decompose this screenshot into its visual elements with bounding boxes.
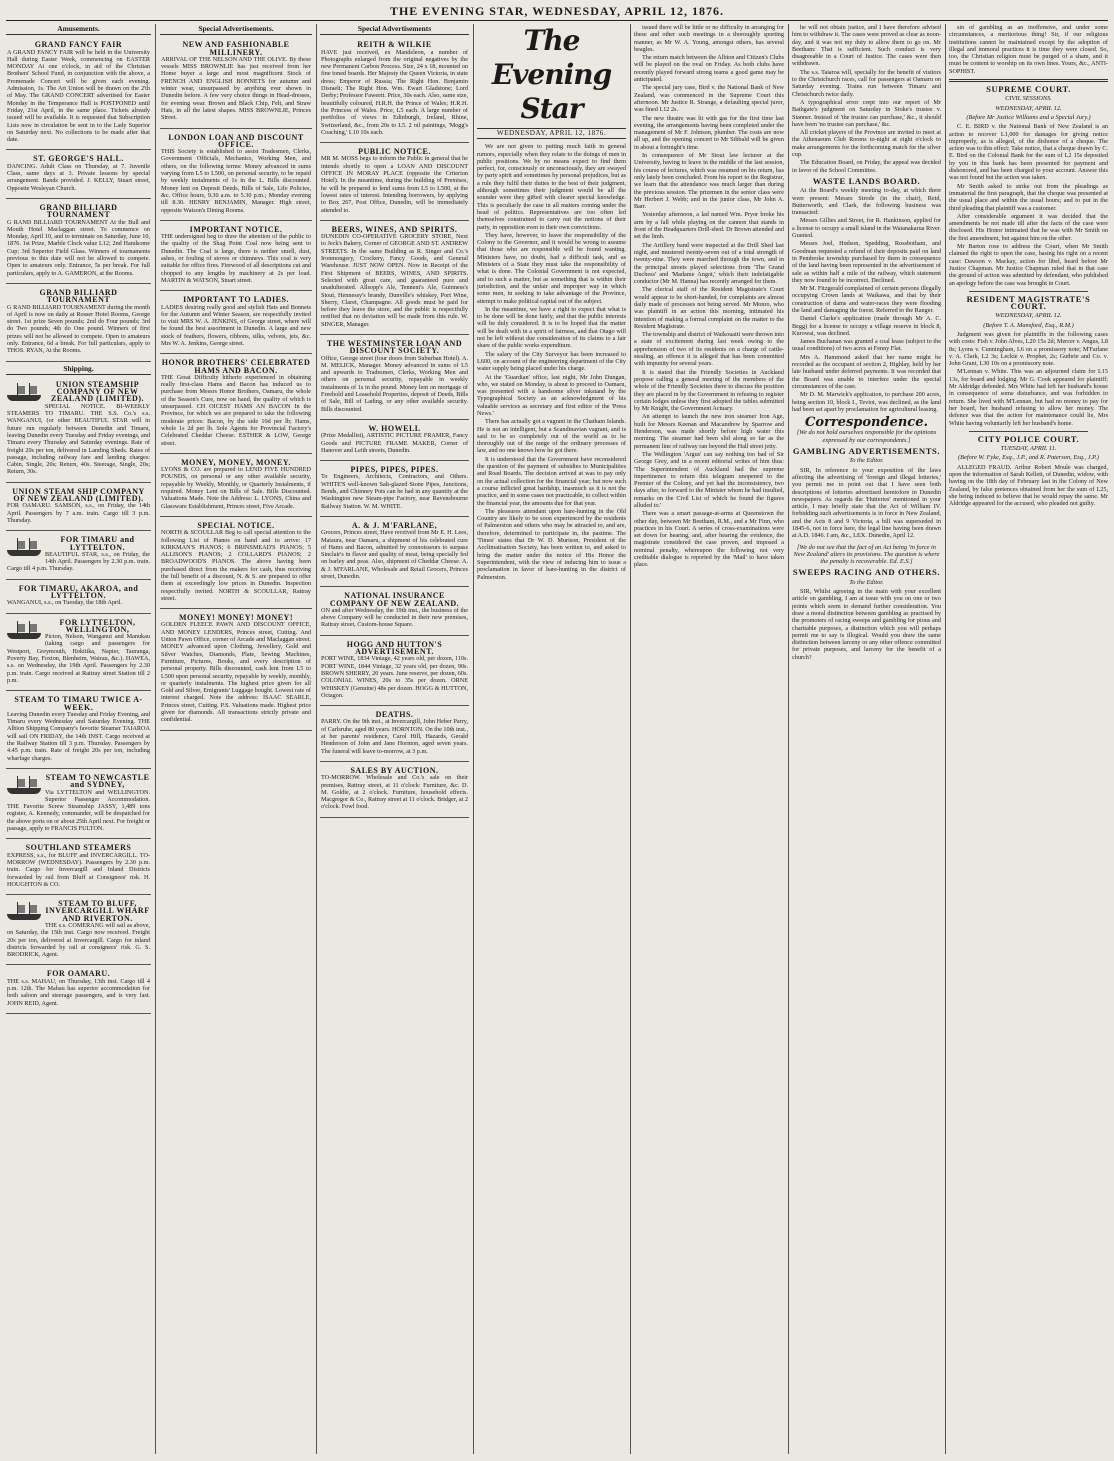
- ad-heading: HONOR BROTHERS' CELEBRATED HAMS AND BACON.: [161, 358, 311, 375]
- court-paragraph: ALLEGED FRAUD. Arthur Robert Moule was charged, upon the information of Sarah Kellett, of Dunedin, widow, with having on the 18th day of February last in the Colony of New Zealand, by false pretences obtained from her the sum of L25, she being induced to believe that he would repay the same. Mr Aldridge appeared for the accused, who pleaded not guilty.: [949, 463, 1108, 508]
- ad-body: Grocers, Princes street, Have received from Mr E. H. Lees, Mataura, near Oamaru, a shipment of his celebrated cure of Hams and Bacon, admitted by connoisseurs to surpass Sinclair's in flavor and quality of meat, being specially fed on barley and peas. Also, shipment of Cheddar Cheese. A. & J. M'FARLANE, Wholesale and Retail Grocers, Princes street, Dunedin.: [321, 529, 468, 580]
- ad-heading: DEATHS.: [375, 710, 414, 720]
- ad-body: THIS Society is established to assist Tradesmen, Clerks, Government Officials, Mechanics, Working Men, and others, on the following terms: Money advanced in sums varying from L5 to L500, on personal security, to be repaid by weekly instalments of 1s in the L. Bills discounted. Money lent on Deposit Deeds, Bills of Sale, Life Policies, &c. Office hours, 9.30 a.m. to 5.30 p.m.; Monday evening till 8.30. HENRY BENJAMIN, Manager. High street, opposite Watson's Dining Rooms.: [161, 148, 311, 214]
- amusement-ad: [6, 152, 151, 198]
- news-paragraph: The special jury case, Bird v. the National Bank of New Zealand, was commenced in the Supreme Court this afternoon. Mr Justice R. Strange, a defaulting special juror, was fined L12 2s.: [634, 84, 784, 114]
- special-ad: [320, 589, 469, 635]
- ad-heading: SOUTHLAND STEAMERS: [25, 843, 132, 853]
- ad-body: GOLDEN FLEECE PAWN AND DISCOUNT OFFICE, AND MONEY LENDERS, Princes street, Cutting. And Union Pawn Office, corner of Arcade and Maclaggan street. MONEY advanced upon Clothing, Jewellery, Gold and Silver Watches, Diamonds, Plate, Sewing Machines, Furniture, Pictures, Books, and every description of personal property. Bills discounted, cash lent from L5 to L500 upon personal security, repayable by weekly, monthly, or quarterly instalments. The highest price given for all Gold and Silver, Emigrants' Luggage bought. Lowest rate of interest charged. Note the address: ISAAC SEARLE, Princes street, Cutting. P.S. Valuations made. Highest price given for diamonds. All transactions strictly private and confidential.: [161, 621, 311, 724]
- running-head-title: THE EVENING STAR, WEDNESDAY, APRIL 12, 1876.: [389, 4, 725, 18]
- ad-body: ON and after Wednesday, the 19th inst., the business of the above Company will be conducted in their new premises, Rattray street, Custom-house Square.: [321, 606, 468, 629]
- editorial-paragraph: At the 'Guardian' office, last night, Mr John Dungan, who, we stated on Monday, is about to proceed to Oamaru, was presented with a handsome silver inkstand by the Typographical Society as an acknowledgment of his valuable services as secretary and first editor of the 'Press News.': [477, 373, 626, 417]
- ad-heading: STEAM TO BLUFF, INVERCARGILL WHARF AND RIVERTON.: [45, 899, 150, 923]
- ad-heading: MONEY! MONEY! MONEY!: [179, 613, 293, 623]
- steamship-icon: [7, 538, 41, 558]
- amusement-ad: [6, 286, 151, 362]
- supreme-court-subhead: CIVIL SESSIONS.: [1005, 95, 1052, 103]
- shipping-ad: [6, 582, 151, 614]
- editorial-paragraph: The salary of the City Surveyor has been increased to L600, on account of the engineering department of the City water supply being placed under his charge.: [477, 350, 626, 373]
- waste-lands-paragraph: James Buchanan was granted a coal lease (subject to the usual conditions) of two acres at Fenny Flat.: [792, 338, 941, 353]
- court-paragraph: C. E. BIRD v. the National Bank of New Zealand is an action to recover L1,000 for damages for giving notice improperly, as is alleged, of the dishonor of a cheque. The action was to this effect: Take notice, that a cheque drawn by C. E. Bird on the Colonial Bank for the sum of L2 15s deposited by you in this bank has been presented for payment and dishonored, and has been charged to your account. Answer this was not found but the action was taken.: [949, 123, 1108, 182]
- ad-body: DANCING. Adult Class on Thursday, at 7. Juvenile Class, same days at 3. Private lessons by special arrangement. Bands provided. J. KELLY, Stuart street, Opposite Wesleyan Church.: [7, 162, 150, 192]
- section-heading-shipping: Shipping.: [6, 364, 151, 375]
- ad-body: (Prize Medallist), ARTISTIC PICTURE FRAMER, Fancy Goods and PICTURE FRAME MAKER, Corner of Hanover and Leith streets, Dunedin.: [321, 432, 468, 454]
- ad-body: To Engineers, Architects, Contractors, and Others. WHITE'S well-known Salt-glazed Stone Pipes, Junctions, Bends, and Chimney Pots can be had in any quantity at the Washington new Steam-pipe Factory, near Ravensbourne Railway Station. W. M. WHITE.: [321, 473, 468, 510]
- ad-heading: HOGG AND HUTTON'S ADVERTISEMENT.: [346, 639, 443, 657]
- ad-body: ARRIVAL OF THE NELSON AND THE OLIVE. By these vessels MISS BROWNLIE has just received from her Home buyer a large and most magnificent Stock of FRENCH AND ENGLISH BONNETS for autumn and winter wear, unsurpassed by anything ever shown in Dunedin before. A few very choice things in Head-dresses, for evening wear. Brown and Black Chip, Felt, and Straw Hats, in all the latest shapes. MISS BROWNLIE, Princes Street.: [161, 55, 311, 122]
- double-rule: [949, 79, 1108, 82]
- column-rule: [945, 24, 946, 1454]
- special-ad: [320, 145, 469, 221]
- news-paragraph: In consequence of Mr Stout law lecturer at the University, having to leave in the middle of the last session, his course of lectures, which was resumed on his return, has only lately been concluded. From his report to the Registrar, we learn that the attendance was much larger than during the previous session. The prizemen in the senior class were Mr Herbert J. Webb; and in the junior class, Mr John A. Barr.: [634, 152, 784, 211]
- waste-lands-paragraph: Daniel Clarke's application (made through Mr A. C. Begg) for a license to occupy a village reserve in block 8, Kurowai, was declined.: [792, 315, 941, 337]
- steamship-icon: [7, 902, 41, 922]
- ad-heading: THE WESTMINSTER LOAN AND DISCOUNT SOCIETY.: [326, 338, 463, 356]
- waste-lands-paragraph: Mr D. M. Marwick's application, to purchase 200 acres, being section 10, block I., Teviot, was declined, as the land had been set apart by proclamation for agricultural leasing.: [792, 391, 941, 413]
- ad-body: DUNEDIN CO-OPERATIVE GROCERY STORE, Next to Jeck's Bakery, Corner of GEORGE AND ST. ANDREW STREETS. In the same Building as R. Singer and Co.'s Ironmongery, Crockery, Fancy Goods, and General Warehouse. JUST NOW OPEN. Now in Receipt of the First Shipment of BEERS, WINES, AND SPIRITS. Selected with great care, and guaranteed pure and unadulterated. Allsopp's Ale, Tennent's Ale, Guinness's Stout, Hennessy's brandy, Dunville's whiskey, Port Wine, Sherry, Claret, Champagne. All goods must be paid for before they leave the store, and the public is respectfully notified that no deviation will be made from this rule. W. SINGER, Manager.: [321, 233, 468, 328]
- special-ad: [320, 638, 469, 706]
- supreme-court-date: WEDNESDAY, APRIL 12.: [995, 104, 1062, 112]
- supreme-court-bench: (Before Mr Justice Williams and a Special Jury.): [966, 113, 1091, 121]
- ad-heading: STEAM TO TIMARU TWICE A-WEEK.: [14, 695, 143, 712]
- news-paragraph: The new theatre was lit with gas for the first time last evening, the arrangements having been completed under the management of Mr F. Johnson, plumber. The costs are now all up, and the opening concert to Mr Sibbald will be given in about a fortnight's time.: [634, 114, 784, 151]
- news-paragraph: The Wellington 'Argus' can say nothing too bad of Sir George Grey, and in a recent editorial writes of him thus: 'The Superintendent of Auckland had the supreme impertinence to return this telegram unopened to the Premier of the Colony, and yet had the inconsistency, two days after, to forward to the Minister whom he had insulted, remarks on the Civil List of which he found the figures alluded to.': [634, 450, 784, 509]
- column-special-advertisements-2: [320, 24, 469, 1454]
- special-ad: [160, 38, 312, 128]
- ad-heading: PUBLIC NOTICE.: [358, 147, 431, 157]
- ad-heading: FOR TIMARU, AKAROA, and LYTTELTON.: [18, 583, 139, 600]
- heading-correspondence: Correspondence.: [804, 415, 929, 431]
- special-ad: [320, 463, 469, 517]
- ad-heading: UNION STEAMSHIP COMPANY OF NEW ZEALAND (LIMITED).: [50, 379, 144, 404]
- letter-continuation: sin of gambling as an inoffensive, and under some circumstances, a meritorious thing! Sir, if our religious institutions cannot be maintained except by the adoption of illegal and immoral practices it is time they were closed. So, too, the Christian religion must be purged of a sham, and it must be content to worship on its own lines. Yours, &c., ANTI-SOPHIST.: [949, 24, 1108, 75]
- column-courts: [949, 24, 1108, 1454]
- newspaper-logo: The Evening Star: [491, 24, 612, 125]
- news-paragraph: There was a smart passage-at-arms at Queenstown the other day, between Mr Beetham, R.M., and a Mr Finn, who practices in his Court. A series of cross-examinations were set down for hearing, and, after hearing the evidence, the magistrate considered the case proven, and imposed a nominal penalty, whereupon the following not very creditable dialogue is reported by the 'Mail' to have taken place.: [634, 510, 784, 569]
- ad-heading: A. & J. M'FARLANE,: [351, 520, 438, 530]
- ad-body: EXPRESS, s.s., for BLUFF and INVERCARGILL. TO-MORROW (WEDNESDAY). Passengers by 2.30 p.m. train. Cargo for Invercargill and Inland Districts forwarded by rail from Bluff at Consignees' risk. H. HOUGHTON & CO.: [7, 851, 150, 888]
- column-local-news: [634, 24, 784, 1454]
- ad-body: Leaving Dunedin every Tuesday and Friday Evening, and Timaru every Wednesday and Saturday Evening. THE Albion Shipping Company's favorite Steamer TAIAROA will sail ON FRIDAY, the 14th INST. Cargo received at the Railway Station till 3 p.m. Thursday. Passengers by 4.45 p.m. train. Rate of freight 20s per ton, including wharfage charges.: [7, 710, 150, 762]
- divider: [969, 431, 1088, 432]
- ad-heading: NEW AND FASHIONABLE MILLINERY.: [182, 40, 290, 57]
- news-paragraph: It is stated that the Friendly Societies in Auckland propose calling a general meeting of the members of the whole of the Friendly Societies there to discuss the position they are placed in by the Government in refusing to register certain lodges unless they first adopted the tables submitted by Mr Knight, the Government Actuary.: [634, 368, 784, 413]
- shipping-ad: [6, 616, 151, 692]
- news-paragraph: The clerical staff of the Resident Magistrate's Court would appear to be short-handed, for complaints are almost daily made of processes not being served. Mr Monro, who was plaintiff in an action this morning, intimated his intention of making a formal complaint on the matter to the Resident Magistrate.: [634, 286, 784, 330]
- editorial-paragraph: The pleasures attendant upon hare-hunting in the Old Country are likely to be soon experienced by the residents of Palmerston and others who may be attracted to, and are, therefore, determined to participate in, the pastime. The 'Times' states that Dr W. D. Murison, President of the Acclimatisation Society, has been written to, and asked to bring the matter under the notice of His Honor the Superintendent, with the view of inducing him to issue a proclamation in favor of hare-hunting in the district of Palmerston.: [477, 507, 626, 581]
- ad-heading: FOR LYTTELTON, WELLINGTON,: [59, 617, 136, 634]
- news-paragraph: The Education Board, on Friday, the appeal was decided in favor of the School Committee.: [792, 159, 941, 174]
- ad-heading: NATIONAL INSURANCE COMPANY OF NEW ZEALAND.: [329, 591, 460, 608]
- heading-sweeps: SWEEPS RACING AND OTHERS.: [792, 567, 941, 578]
- court-paragraph: Mr Barton rose to address the Court, when Mr Smith claimed the right to open the case, basing his right on a recent case: Dawson v. Mackay, action for libel, heard before Mr Justice Chapman. Mr Justice Chapman ruled that in that case the ground of action was admitted by defendant, who published an apology before the case was brought in Court.: [949, 243, 1108, 287]
- police-court-date: TUESDAY, APRIL 11.: [1000, 445, 1057, 453]
- letter-paragraph: SIR, Whilst agreeing in the main with your excellent article on gambling, I am at issue with you on one or two points which seem to demand further consideration. You draw a moral distinction between gambling as practised by the promoters of racing sweeps and gambling for pious and charitable purposes, a distinction which you will perhaps permit me to say is illogical. Would you draw the same distinction between larceny or any other offence committed for private purposes, and larceny for the benefit of a church?: [792, 588, 941, 661]
- ad-body: TO-MORROW. Wholesale and Co.'s sale on their premises, Rattray street, at 11 o'clock: Furniture, &c. D. M. Goldie, at 2 o'clock. Furniture, household effects. Macgregor & Co., Rattray street at 11 o'clock. Bridger, at 2 o'clock. Fowl food.: [321, 774, 468, 811]
- column-rule: [473, 24, 474, 1454]
- ad-body: PORT WINE, 1834 Vintage, 42 years old, per dozen, 110s. PORT WINE, 1844 Vintage, 32 years old, per dozen, 90s. BROWN SHERRY, 20 years. June reserve, per dozen, 60s. COLONIAL WINES, 20s to 35s per dozen. ORNE WHISKEY (Genuine) 48s per dozen. HOGG & HUTTON, Octagon.: [321, 655, 468, 699]
- shipping-ad: [6, 897, 151, 965]
- section-heading-special-ads-2: Special Advertisements: [320, 24, 469, 35]
- news-paragraph: The s.s. Taiaroa will, specially for the benefit of visitors to the Christchurch races, call for passengers at Oamaru on Saturday evening. Trains run between Timaru and Christchurch twice daily.: [792, 68, 941, 98]
- news-paragraph: The return match between the Albion and Citizen's Clubs will be played on the oval on Friday. As both clubs have recently played forward strong teams a good game may be anticipated.: [634, 54, 784, 84]
- news-paragraph: An attempt to launch the new iron steamer Iron Age, built for Messrs Keenan and Macandrew by Sparrow and Henderson, was made shortly before high water this morning. The steamer had been slid along so far as the permanent line of railway ran beyond the Hall street jetty.: [634, 413, 784, 450]
- shipping-ad: [6, 378, 151, 483]
- ad-heading: STEAM TO NEWCASTLE and SYDNEY,: [45, 772, 150, 790]
- shipping-ad: [6, 533, 151, 579]
- editorial-paragraph: In the meantime, we have a right to expect that what is to be done will be done fairly, and that the public interests will be duly considered. It is to be hoped that the matter will be dealt with in a spirit of fairness, and that Otago will not be left without due consideration of its claims to a fair share of the public works expenditure.: [477, 305, 626, 350]
- news-paragraph: All cricket players of the Province are invited to meet at the Athenaeum Club Rooms to-night at eight o'clock to make arrangements for the forthcoming match for the silver cup.: [792, 129, 941, 159]
- special-ad: [160, 356, 312, 454]
- shipping-ad: [6, 693, 151, 769]
- heading-gambling-ads: GAMBLING ADVERTISEMENTS.: [792, 446, 941, 457]
- special-ad: [160, 223, 312, 291]
- court-paragraph: After considerable argument it was decided that the amendments be not made till after the facts of the case were disclosed. His Honor intimated that he was with Mr Smith on the first amendment, but against him on the other.: [949, 212, 1108, 242]
- news-paragraph: The township and district of Waikouaiti were thrown into a state of excitement during last week owing to the apprehension of two of its residents on a charge of cattle-stealing, an offence it is alleged that has been committed with impunity for several years.: [634, 331, 784, 368]
- ad-body: Via LYTTELTON and WELLINGTON. Superior Passenger Accommodation. THE Favorite Screw Steamship JASSY, 1,489 tons register, A. Kennedy, commander, will be despatched for the above ports on or about 25th April next. For freight or passage, apply to FRANCIS FULTON.: [7, 788, 150, 833]
- ad-heading: UNION STEAM SHIP COMPANY OF NEW ZEALAND (LIMITED).: [12, 486, 145, 504]
- news-paragraph: issued there will be little or no difficulty in arranging for these and other such meetings in a thoroughly sporting manner, as Mr W. A. Young, amongst others, has several beagles.: [634, 24, 784, 53]
- court-paragraph: Mr Smith asked to strike out from the pleadings as immaterial the first paragraph, that the cheque was presented at the usual place and within the usual hours; and to put in the third pleading that plaintiff was a customer.: [949, 182, 1108, 212]
- shipping-ad: [6, 841, 151, 895]
- steamship-icon: [7, 383, 41, 403]
- court-paragraph: Judgment was given for plaintiffs in the following cases with costs: Fish v. John Alves, L20 15s 2d; Mercer v. Angus, L8 8s; Lyons v. Cunningham, L6 on a promissory note; M'Farlane v. A. Clark, L2 3s; Leckie v. Prophet, 2s; Guthrie and Co. v. John Grant, L30 10s on a promissory note.: [949, 330, 1108, 368]
- ad-heading: LONDON LOAN AND DISCOUNT OFFICE.: [168, 132, 304, 149]
- police-court-bench: (Before W. Fyke, Esq., J.P., and R. Paterson, Esq., J.P.): [958, 454, 1099, 462]
- special-ad: [320, 38, 469, 143]
- news-paragraph: The Artillery band were inspected at the Drill Shed last night, and mustered twenty-seven out of a total strength of twenty-nine. They were marched through the town, and in the principal streets played selections from 'The Grand Duchess' and 'Madame Angot,' which their indefatigable conductor (Mr M. Hanna) has recently arranged for them.: [634, 241, 784, 286]
- ad-body: MR M. MOSS begs to inform the Public in general that he intends shortly to open a LOAN AND DISCOUNT OFFICE IN MORAY PLACE (opposite the Criterion Hotel). In the meantime, during the building of Premises, he will be prepared to lend sums from L5 to L500, at the lowest rates of interest. Intending borrowers, by applying to Box 267, Post Office, Dunedin, will be immediately attended to.: [321, 155, 468, 214]
- special-ad: [160, 456, 312, 517]
- column-special-advertisements: [160, 24, 312, 1454]
- ad-body: Picton, Nelson, Wanganui and Manukau (taking cargo and passengers for Westport, Greymouth, Hokitika, Napier, Tauranga, Poverty Bay, Foxton, Blenheim, Wairau, &c.). HAWEA, s.s. on Wednesday, the 19th April. Passengers by 2.30 p.m. train. Cargo received at Rattray street Station till 2 p.m.: [7, 633, 150, 684]
- special-ad: [320, 764, 469, 818]
- rm-court-bench: (Before T. A. Mansford, Esq., R.M.): [983, 321, 1074, 329]
- waste-lands-paragraph: Mrs A. Hammond asked that her name might be recorded as the occupant of section 2, Highlay, held by her late husband under deferred payments. It was recorded that the Board was unable to interfere under the special circumstances of the case.: [792, 353, 941, 390]
- running-head: [0, 4, 1114, 19]
- ad-heading: PIPES, PIPES, PIPES.: [350, 465, 439, 475]
- ad-body: BEAUTIFUL STAR, s.s., on Friday, the 14th April. Passengers by 2.30 p.m. train. Cargo till 4 p.m. Thursday.: [7, 550, 150, 573]
- heading-resident-magistrates: RESIDENT MAGISTRATE'S COURT.: [966, 293, 1091, 312]
- special-ad: [160, 131, 312, 221]
- column-rule: [630, 24, 631, 1454]
- ad-body: WANGANUI, s.s., on Tuesday, the 18th April.: [7, 599, 123, 607]
- ad-heading: SPECIAL NOTICE.: [197, 520, 275, 530]
- special-ad: [320, 223, 469, 335]
- top-rule: [6, 20, 1108, 21]
- ad-heading: W. HOWELL: [368, 423, 421, 433]
- column-rule: [788, 24, 789, 1454]
- waste-lands-paragraph: Messrs Gillies and Street, for R. Hankinson, applied for a license to occupy a small island in the Waianakarua River. Granted.: [792, 217, 941, 240]
- correspondence-disclaimer: [We do not hold ourselves responsible for the opinions expressed by our correspondents.]: [796, 429, 937, 444]
- waste-lands-paragraph: Messrs Joel, Hudson, Spedding, Rossbotham, and Goodman requested a refund of their deposits paid on land in Pembroke township purchased by them in consequence of the land having been represented in the advertisement of sale as within half a mile of the railway, which statement they now found to be incorrect. Declined.: [792, 240, 941, 284]
- amusement-ad: [6, 201, 151, 284]
- column-rule: [155, 24, 156, 1454]
- letter-salutation: To the Editor.: [849, 578, 884, 586]
- ad-heading: GRAND FANCY FAIR: [34, 40, 123, 50]
- ad-heading: SALES BY AUCTION.: [350, 765, 439, 775]
- waste-lands-paragraph: Mr M. Fitzgerald complained of certain persons illegally occupying Crown lands at Waikawa, and that by their construction of dams and water-races they were flooding the land and damaging the forest. Referred to the Ranger.: [792, 285, 941, 314]
- heading-supreme-court: SUPREME COURT.: [986, 84, 1071, 95]
- news-paragraph: he will not obtain justice, and I have therefore advised him to withdraw it. The cases were proved as clear as noon-day, and it was not my duty to allow them to go on. Mr Beetham: That is sufficient. Such conduct is very disagreeable in a Court of Justice. The cases were then withdrawn.: [792, 24, 941, 68]
- court-paragraph: M'Lennan v. White. This was an adjourned claim for L15 13s, for board and lodging. Mr G. Cook appeared for plaintiff; Mr Aldridge defended. Mrs White had left her husband's house in consequence of some disturbance, and was forbidden to return. She lived with M'Lennan, but had no money to pay for her board, her husband refusing to allow her money. The defence was that the action for maintenance could lie, Mrs White having voluntarily left her husband's home.: [949, 368, 1108, 427]
- column-news-correspondence: [792, 24, 941, 1454]
- ad-heading: ST. GEORGE'S HALL.: [33, 154, 124, 164]
- editorial-dateline: WEDNESDAY, APRIL 12, 1876.: [477, 128, 626, 139]
- editor-note: [We do not see that the fact of an Act being 'in force in New Zealand' alters its provisions. The question is where the penalty is recoverable. Ed. E.S.]: [793, 543, 940, 566]
- news-paragraph: Yesterday afternoon, a lad named Wm. Pryor broke his arm by a fall while playing on the cannon that stands in front of the Headquarters Drill-shed. Dr Brown attended and set the limb.: [634, 211, 784, 241]
- special-ad: [320, 422, 469, 461]
- special-ad: [160, 293, 312, 354]
- editorial-paragraph: There has actually got a vagrant in the Chatham Islands. He is not an intelligent, but a Scandinavian vagrant, and is said to be so completely out of the world as to be thoroughly out of the range of the ordinary processes of law, and no one knows how he got there.: [477, 418, 626, 455]
- ad-body: PARRY. On the 9th inst., at Invercargill, John Heber Parry, of Carlsruhe, aged 80 years. HORNTON. On the 10th inst., at her parents' residence, Carol Hill, Hazards, Gerald Henderson of John and Jane Hornton, aged seven years. The funeral will leave to-morrow, at 3 p.m.: [321, 718, 468, 755]
- ad-body: THE s.s. MAHAU, on Thursday, 13th inst. Cargo till 4 p.m. 12th. The Mahau has superior accommodation for both saloon and steerage passengers, and is very fast. JOHN REID, Agent.: [7, 977, 150, 1007]
- ad-body: Office, George street (four doors from Suburban Hotel). A. M. MELICK, Manager. Money advanced in sums of L5 and upwards to Tradesmen, Clerks, Working Men and others on personal security, repayable in weekly instalments of 1s in the pound. Money lent on mortgage of Freehold and Leasehold Properties, deposit of Deeds, Bills of Sale, Bill of Lading, or any other available security. Bills discounted.: [321, 354, 468, 413]
- ad-body: G RAND BILLIARD TOURNAMENT during the month of April is now on daily at Rosser Hotel Rooms, George street. 1st prize Seven pounds; 2nd do Four pounds; 3rd do Two pounds; 4th do One pound. Winners of first prizes will not be allowed to compete. Open to amateurs only. Entrance, 6d a break. For full particulars, apply to THOS. RYAN, At the Rooms.: [7, 303, 150, 355]
- ad-body: NORTH & SCOULLAR Beg to call special attention to the following List of Pianos on hand and to arrive: 17 KIRKMAN'S PIANOS; 6 BRINSMEAD'S PIANOS; 5 ALLISON'S PIANOS; 2 COLLARD'S PIANOS; 2 BROADWOOD'S PIANOS. The above having been purchased direct from the makers for cash, thus receiving the full benefit of a discount, N. & S. are prepared to offer them at exceedingly low prices in Dunedin. Inspection respectfully invited. NORTH & SCOULLAR, Rattray street.: [161, 529, 311, 602]
- ad-body: HAVE just received, ex Mandeleon, a number of Photographs enlarged from the original negatives by the new Permanent Carbon Process. Size, 24 x 18, mounted on fine toned boards. Her Majesty the Queen Victoria, in state dress; Emperor of Russia; The Right Hon. Benjamin Disraeli; The Right Hon. Wm. Ewart Gladstone; Lord Derby; Professor Faweett. Price, 30s each. Also, same size, beautifully coloured, H.R.H. the Prince of Wales; H.R.H. the Princess of Wales. Price, L5 each. A large number of portfolios of views in Edinburgh, Ireland, Rhine, Switzerland, &c., from 20s to L5. 2 oil paintings, 'Mogg's Coaching,' L10 10s each.: [321, 48, 468, 136]
- news-paragraph: A typographical error crept into our report of Mr Bathgate's judgment on Saturday in Stoke's trustee v. Stanner. Instead of 'the trustee can purchase,' &c., it should have been 'no trustee can purchase,' &c.: [792, 98, 941, 128]
- ad-heading: BEERS, WINES, AND SPIRITS.: [331, 224, 458, 234]
- special-ad: [320, 708, 469, 762]
- ad-body: A GRAND FANCY FAIR will be held in the University Hall during Easter Week, commencing on EASTER MONDAY At one o'clock, in aid of the Christian Brothers' School Fund, in conjunction with the above, a Promenade Concert will be given each evening. Admission, 1s. The Art Union will be drawn on the 2'th of May. The GRAND CONCERT advertised for Easter Monday in the Temperance Hall is POSTPONED until Friday, 21st April, in the same place. Tickets already issued will be available. It is requested that Subscription Lists now in circulation be sent in to the Lady Superior on Saturday next. No collections to be made after that date.: [7, 48, 150, 144]
- ad-heading: MONEY, MONEY, MONEY.: [181, 457, 291, 467]
- special-ad: [320, 519, 469, 587]
- heading-city-police-court: CITY POLICE COURT.: [977, 433, 1080, 444]
- ad-body: LADIES desiring really good and stylish Hats and Bonnets for the Autumn and Winter Season, are respectfully invited to visit MRS W. A. JENKINS, of George street, where will be found the best assortment in Dunedin. A large and new stock of feathers, flowers, ribbons, silks, velvets, jets, &c. Mrs W. A. Jenkins, George street.: [161, 303, 311, 347]
- heading-waste-lands-board: WASTE LANDS BOARD.: [812, 175, 921, 186]
- steamship-icon: [7, 621, 41, 641]
- shipping-ad: [6, 967, 151, 1013]
- editorial-paragraph: They have, however, to leave the responsibility of the Colony to the Governor, and it would be wrong to assume that those who are responsible will be found wanting. Ministers have, no doubt, had a difficult task, and as Ministers of a State they must take the responsibility of what is done. The Colonial Government is not expected, and to such a matter, but as something that is within their jurisdiction, and the unfair and improper way in which some men, in seeking to take advantage of the Province, attempt to make political capital out of the subject.: [477, 231, 626, 305]
- ad-heading: FOR TIMARU and LYTTELTON.: [60, 535, 135, 552]
- ad-body: SPECIAL NOTICE. BI-WEEKLY STEAMERS TO TIMARU. THE S.S. Co.'s s.s. WANGANUI, (or other BEAUTIFUL STAR will in future run regularly between Dunedin and Timaru, leaving Dunedin every Tuesday and Friday evenings, and Timaru every Thursday and Saturday evenings. Rate of freight 20s per ton, delivered in Landing Sheds. Rates of passage, including railway fare and landing charges: Cabin, Single, 20s; Return, 40s. Steerage, Single, 20s; Return, 30s.: [7, 402, 150, 476]
- ad-body: LYONS & CO. are prepared to LEND FIVE HUNDRED POUNDS, on personal or any other available security, repayable by Weekly, Monthly, or Quarterly Instalments, if required. Money Lent on Bills of Sale. Bills Discounted. Valuations Made. Note the Address: L. LYONS, China and Glassware Establishment, Princes street, Five Arcade.: [161, 466, 311, 510]
- shipping-ad: [6, 485, 151, 531]
- editorial-paragraph: It is understood that the Government have reconsidered the question of the payment of subsidies to Municipalities and Road Boards. The decision arrived at was to pay only on the actual collection for the financial year; but now such a course inflicted great hardship, inasmuch as it is not the practice, and in some cases not practicable, to collect within the financial year, the amounts due for that year.: [477, 455, 626, 507]
- ad-heading: IMPORTANT NOTICE.: [189, 224, 283, 234]
- ad-body: G RAND BILLIARD TOURNAMENT At the Bull and Mouth Hotel Maclaggan street. To commence on Monday, April 10, and to terminate on Saturday, June 10, 1876. 1st Prize, Marble Clock value L12; 2nd Handsome Cup; 3rd Superior Field Glass. Winners of tournaments previous to this date will not be allowed to compete. Open to amateurs only. Entrance, 5s per break. For full particulars, apply to A. GAMERON, at the Rooms.: [7, 218, 150, 277]
- letter-paragraph: SIR, In reference to your exposition of the laws affecting the advertising of 'foreign and illegal lotteries,' you permit me to point out that I have seen both descriptions of lotteries advertised heretofore in Dunedin newspapers. As regards the 'Hutteries' mentioned in your article, I may briefly state that the Act of William IV. forbidding such advertisements is in force in New Zealand, and the Acts 8 and 9 Victoria, a bill was superseded in 1845-6, not in force here, the legal line having been drawn at A.D. 1846. I am, &c., LEX. Dunedin, April 12.: [792, 466, 941, 540]
- ad-body: THE Great Difficulty hitherto experienced in obtaining really first-class Hams and Bacon has induced us to purchase from Messrs Honor Brothers, Oamaru, the whole of the Season's Cure, now on hand, the quality of which is unsurpassed. CH OICEST HAMS AN BACON In the Province, for which we are prepared to take the following moderate prices: Bacon, by the side 10d per lb; Hams, whole 1s 2d per lb. Sole Agents for Provincial Factory's Celebrated Cheddar Cheese. ESTHER & LOW, George street.: [161, 373, 311, 447]
- special-ad: [160, 611, 312, 730]
- ad-body: FOR OAMARU. SAMSON, s.s., on Friday, the 14th April. Passengers by 7 a.m. train. Cargo till 3 p.m. Thursday.: [7, 502, 150, 524]
- section-heading-amusements: Amusements.: [6, 24, 151, 35]
- ad-heading: REITH & WILKIE: [357, 40, 432, 50]
- waste-lands-paragraph: At the Board's weekly meeting to-day, at which there were present: Messrs Strode (in the chair), Reid, Butterworth, and Clark, the following business was transacted:: [792, 187, 941, 217]
- special-ad: [160, 519, 312, 609]
- editorial-paragraph: We are not given to putting much faith in general rumors, especially when they relate to the doings of men in public positions. We by no means expect to find them perfect, for, consciously or unconsciously, they are swayed by party spirit and sometimes by personal prejudices, but as a rule they fulfil their duties to the best of their judgment, although sometimes their judgment would be all the sounder were they gifted with clearer special knowledge. This is peculiarly the case in all matters coming under the head of politics. Representatives are too often led themselves constrained to carry out the notions of their party, in opposition even to their own convictions.: [477, 143, 626, 231]
- shipping-ad: [6, 771, 151, 839]
- ad-heading: GRAND BILLIARD TOURNAMENT: [39, 287, 118, 305]
- ad-heading: FOR OAMARU.: [46, 969, 111, 979]
- divider: [969, 291, 1088, 292]
- column-editorial: [477, 24, 626, 1454]
- ad-heading: GRAND BILLIARD TOURNAMENT: [39, 202, 118, 220]
- steamship-icon: [7, 776, 41, 796]
- special-ad: [320, 337, 469, 420]
- ad-body: THE s.s. COMERANG will sail as above, on Saturday, the 15th inst. Cargo now received. Freight 20s per ton, delivered at Invercargill. Cargo for inland districts forwarded by rail at consignees' risk. G. S. BRODRICK, Agent.: [7, 921, 150, 959]
- ad-heading: IMPORTANT TO LADIES.: [183, 295, 289, 305]
- letter-salutation: To the Editor.: [849, 457, 884, 465]
- amusement-ad: [6, 38, 151, 150]
- section-heading-special-ads: Special Advertisements.: [160, 24, 312, 35]
- rm-court-date: WEDNESDAY, APRIL 12.: [995, 312, 1062, 320]
- ad-body: THE undersigned beg to draw the attention of the public to the quality of the Shag Point Coal now being sent to Dunedin. The Coal is large, there is neither smell, dust, ashes, or fouling of stoves or chimneys. This coal is very suitable for office fires. Firewood of all descriptions cut and chopped to any lengths by machinery at 2s per load. MARTIN & WATSON, Stuart street.: [161, 233, 311, 284]
- column-amusements-shipping: [6, 24, 151, 1454]
- column-rule: [316, 24, 317, 1454]
